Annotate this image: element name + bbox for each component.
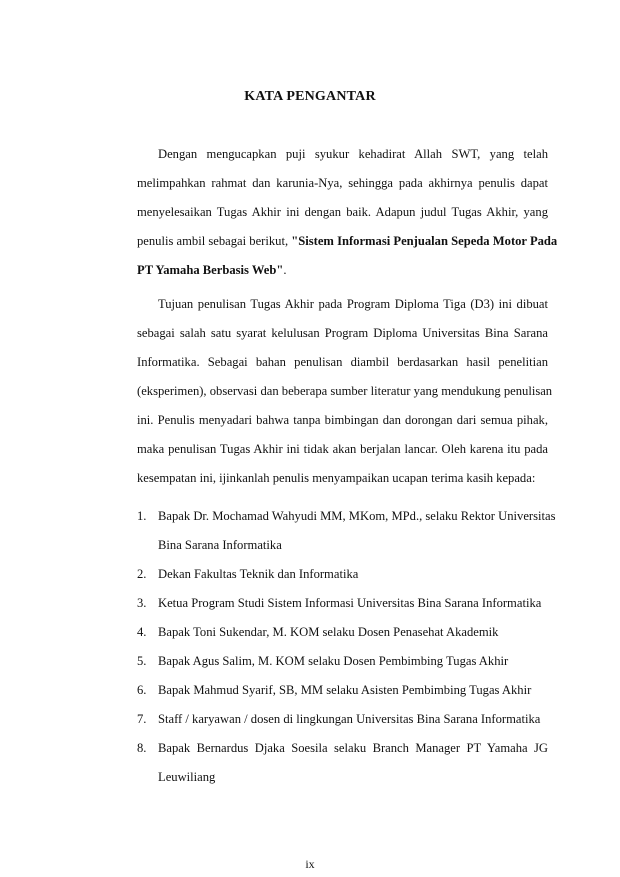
para2-line-7: kesempatan ini, ijinkanlah penulis menyampaikan ucapan terima kasih kepada: [137,471,536,485]
list-item-1: Bapak Dr. Mochamad Wahyudi MM, MKom, MPd., selaku Rektor Universitas [158,509,556,523]
list-number: 4. [137,625,147,639]
list-number: 3. [137,596,147,610]
para1-line-2: melimpahkan rahmat dan karunia-Nya, sehingga pada akhirnya penulis dapat [137,176,548,190]
para1-line-4 [137,233,558,249]
para2-line-6: maka penulisan Tugas Akhir ini tidak akan berjalan lancar. Oleh karena itu pada [137,442,548,456]
list-number: 2. [137,567,147,581]
para1-line-3: menyelesaikan Tugas Akhir ini dengan baik. Adapun judul Tugas Akhir, yang [137,205,548,219]
list-number: 5. [137,654,147,668]
list-number: 1. [137,509,147,523]
thesis-title-part-1: "Sistem Informasi Penjualan Sepeda Motor Pada [291,234,558,248]
para1-line-4-text: penulis ambil sebagai berikut, [137,234,292,248]
para2-line-3: Informatika. Sebagai bahan penulisan diambil berdasarkan hasil penelitian [137,355,548,369]
list-number: 6. [137,683,147,697]
para2-line-4: (eksperimen), observasi dan beberapa sumber literatur yang mendukung penulisan [137,384,553,398]
list-item-6: Bapak Mahmud Syarif, SB, MM selaku Asisten Pembimbing Tugas Akhir [158,683,532,697]
list-item-4: Bapak Toni Sukendar, M. KOM selaku Dosen Penasehat Akademik [158,625,499,639]
list-item-3: Ketua Program Studi Sistem Informasi Universitas Bina Sarana Informatika [158,596,542,610]
para2-line-5: ini. Penulis menyadari bahwa tanpa bimbingan dan dorongan dari semua pihak, [137,413,548,427]
list-item-8-cont: Leuwiliang [158,770,216,784]
para2-line-2: sebagai salah satu syarat kelulusan Program Diploma Universitas Bina Sarana [137,326,548,340]
list-item-2: Dekan Fakultas Teknik dan Informatika [158,567,359,581]
list-item-5: Bapak Agus Salim, M. KOM selaku Dosen Pembimbing Tugas Akhir [158,654,509,668]
thesis-title-part-2: PT Yamaha Berbasis Web" [137,263,284,277]
list-number: 8. [137,741,147,755]
page-number: ix [305,857,315,871]
list-item-7: Staff / karyawan / dosen di lingkungan Universitas Bina Sarana Informatika [158,712,541,726]
list-item-1-cont: Bina Sarana Informatika [158,538,282,552]
para2-line-1: Tujuan penulisan Tugas Akhir pada Program Diploma Tiga (D3) ini dibuat [158,297,548,311]
para1-line-1: Dengan mengucapkan puji syukur kehadirat Allah SWT, yang telah [158,147,548,161]
list-item-8: Bapak Bernardus Djaka Soesila selaku Branch Manager PT Yamaha JG [158,741,548,755]
page-title: KATA PENGANTAR [244,89,376,104]
para1-line-5 [137,262,548,278]
para1-line-5-end: . [283,263,287,277]
list-number: 7. [137,712,147,726]
